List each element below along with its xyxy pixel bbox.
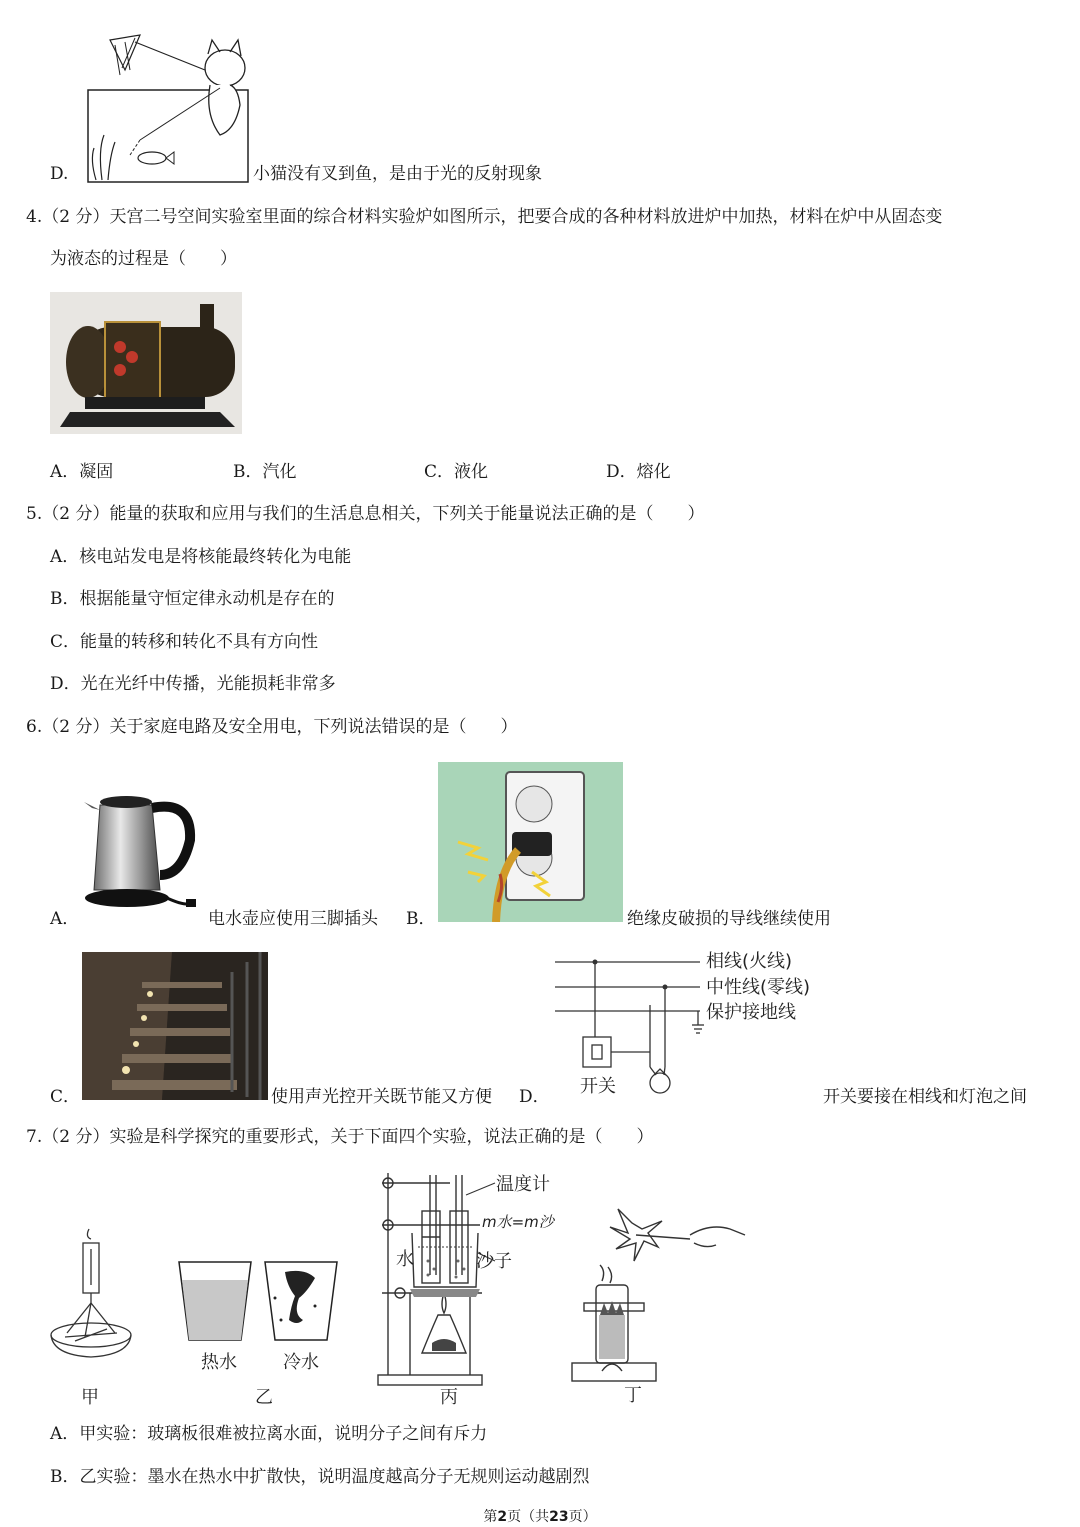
fig-label-bing: 丙 — [440, 1387, 458, 1408]
q5-stem: 5.（2 分）能量的获取和应用与我们的生活息息相关，下列关于能量说法正确的是（ ） — [26, 504, 705, 524]
fig-label-water: 水 — [396, 1249, 414, 1270]
q6-option-b-label: B． — [406, 909, 436, 929]
experiment-jia-figure — [45, 1225, 145, 1410]
experiment-yi-figure — [175, 1258, 345, 1410]
fig-label-yi: 乙 — [255, 1387, 273, 1408]
q6-stem: 6.（2 分）关于家庭电路及安全用电，下列说法错误的是（ ） — [26, 717, 518, 737]
circuit-label-live: 相线(火线) — [706, 951, 793, 972]
fig-label-mass-equal: m水=m沙 — [482, 1213, 554, 1231]
footer-prefix: 第 — [483, 1509, 498, 1525]
q4-option-c: C．液化 — [424, 462, 489, 482]
circuit-label-ground: 保护接地线 — [706, 1002, 796, 1023]
q3-option-d-label: D. — [50, 164, 69, 184]
fig-label-ding: 丁 — [624, 1385, 642, 1406]
footer-suffix: 页） — [568, 1509, 597, 1525]
q3-option-d-text: 小猫没有叉到鱼，是由于光的反射现象 — [253, 164, 542, 184]
furnace-photo — [50, 292, 242, 434]
fig-label-hot-water: 热水 — [201, 1352, 237, 1373]
q4-stem-line1: 4.（2 分）天宫二号空间实验室里面的综合材料实验炉如图所示，把要合成的各种材料放进炉中加热，材料在炉中从固态变 — [26, 207, 943, 227]
circuit-label-neutral: 中性线(零线) — [706, 977, 811, 998]
experiment-ding-figure — [570, 1205, 750, 1410]
q4-option-b: B．汽化 — [233, 462, 297, 482]
footer-page-number: 2 — [497, 1509, 508, 1525]
damaged-wire-image — [438, 762, 623, 922]
q5-option-d: D．光在光纤中传播，光能损耗非常多 — [50, 674, 336, 694]
q7-option-a: A．甲实验：玻璃板很难被拉离水面，说明分子之间有斥力 — [50, 1424, 488, 1444]
fig-label-thermometer: 温度计 — [496, 1174, 550, 1195]
circuit-label-switch: 开关 — [580, 1076, 616, 1097]
q5-option-b: B．根据能量守恒定律永动机是存在的 — [50, 589, 335, 609]
footer-middle: 页（共 — [507, 1509, 550, 1525]
q6-option-a-label: A． — [50, 909, 80, 929]
q6-option-d-text: 开关要接在相线和灯泡之间 — [823, 1087, 1027, 1107]
q6-option-b-text: 绝缘皮破损的导线继续使用 — [627, 909, 831, 929]
q4-option-a: A．凝固 — [50, 462, 114, 482]
q7-option-b: B．乙实验：墨水在热水中扩散快，说明温度越高分子无规则运动越剧烈 — [50, 1467, 590, 1487]
q5-option-a: A．核电站发电是将核能最终转化为电能 — [50, 547, 352, 567]
fig-label-jia: 甲 — [81, 1387, 99, 1408]
stairs-image — [82, 952, 268, 1100]
q6-option-d-label: D． — [519, 1087, 550, 1107]
circuit-diagram — [550, 945, 830, 1105]
q5-option-c: C．能量的转移和转化不具有方向性 — [50, 632, 319, 652]
fig-label-cold-water: 冷水 — [283, 1352, 319, 1373]
experiment-bing-figure — [370, 1165, 570, 1410]
q4-option-d: D．熔化 — [606, 462, 671, 482]
cat-fishing-figure — [80, 30, 260, 185]
kettle-image — [82, 780, 207, 920]
fig-label-sand: 沙子 — [476, 1251, 512, 1272]
q6-option-a-text: 电水壶应使用三脚插头 — [208, 909, 378, 929]
footer-total-pages: 23 — [549, 1509, 569, 1525]
q7-stem: 7.（2 分）实验是科学探究的重要形式，关于下面四个实验，说法正确的是（ ） — [26, 1127, 654, 1147]
page-footer — [0, 1506, 1080, 1526]
q6-option-c-label: C． — [50, 1087, 81, 1107]
q4-stem-line2: 为液态的过程是（ ） — [50, 249, 237, 269]
q6-option-c-text: 使用声光控开关既节能又方便 — [271, 1087, 492, 1107]
